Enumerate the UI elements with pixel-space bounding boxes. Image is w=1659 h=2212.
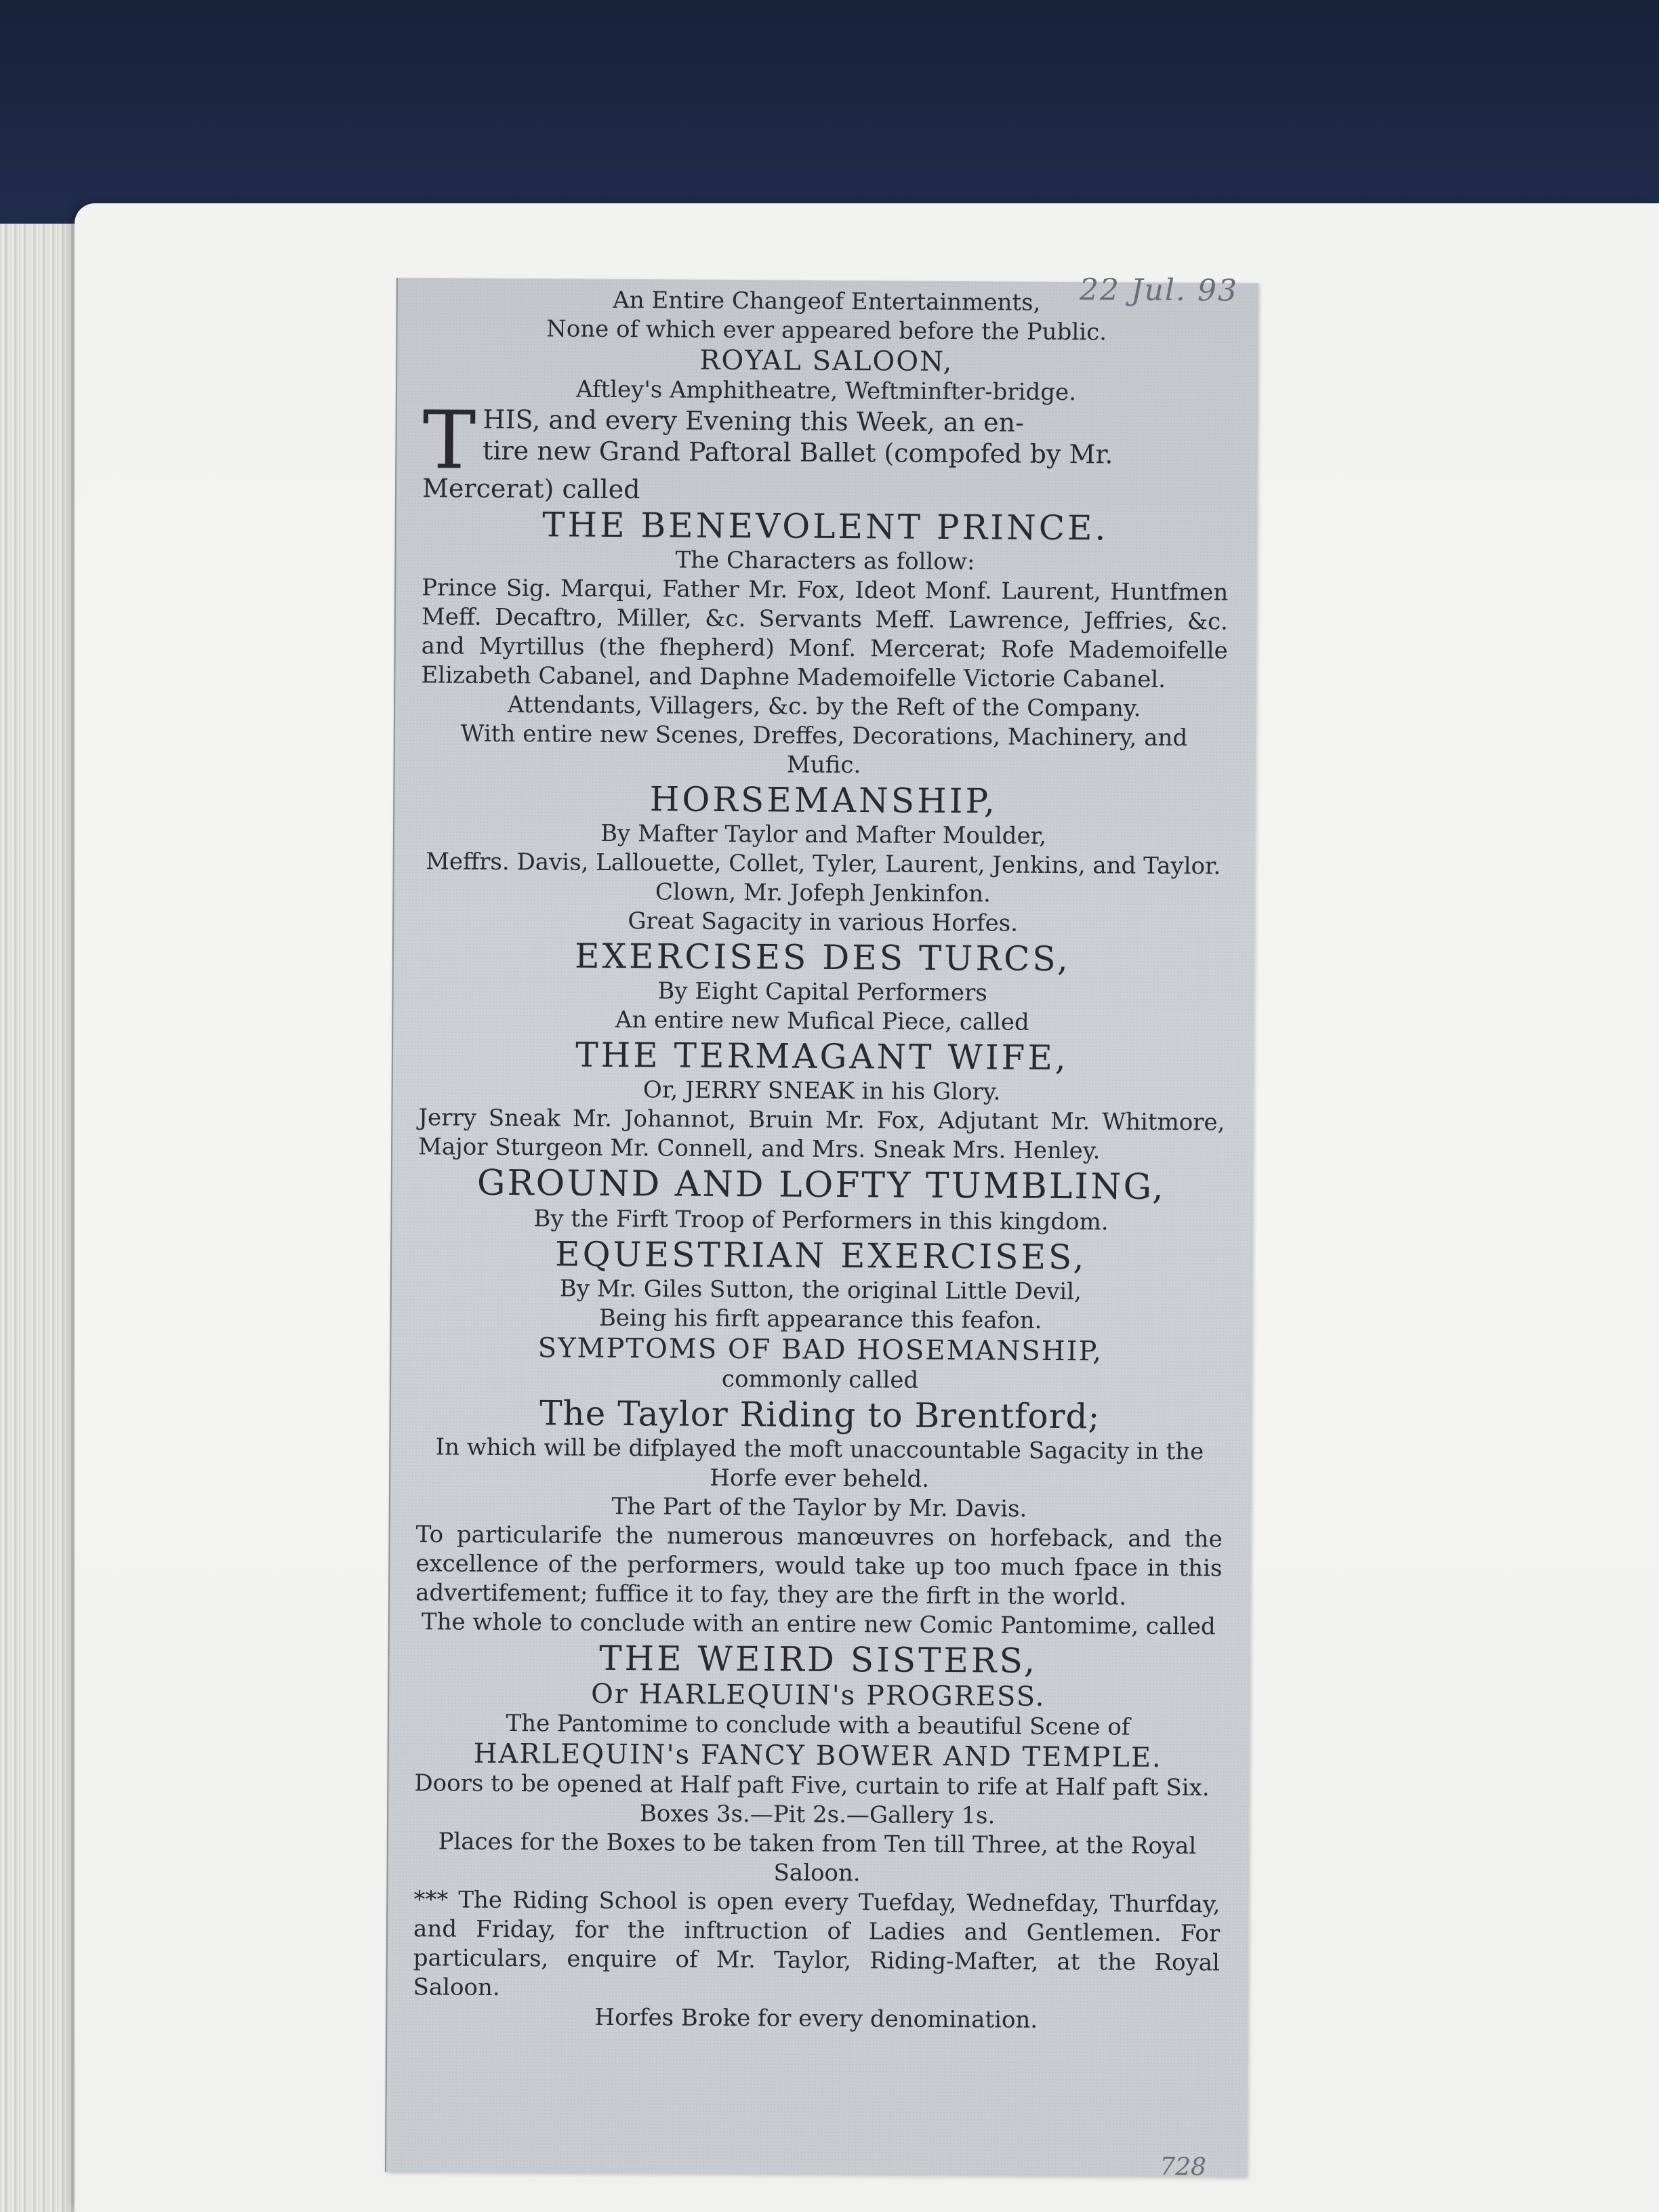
- turcs-line-2: An entire new Mufical Piece, called: [615, 1006, 1029, 1036]
- heading-benevolent-prince: THE BENEVOLENT PRINCE.: [541, 505, 1109, 548]
- line-royal-saloon: ROYAL SALOON,: [699, 344, 954, 378]
- intro-line-b: tire new Grand Paftoral Ballet (compofed by Mr.: [483, 435, 1113, 470]
- heading-symptoms: SYMPTOMS OF BAD HOSEMANSHIP,: [537, 1332, 1103, 1368]
- newspaper-clipping: [385, 272, 1258, 2182]
- heading-horsemanship: HORSEMANSHIP,: [649, 779, 998, 821]
- intro-paragraph: [422, 393, 1229, 508]
- sagacity-line: In which will be difplayed the moft unaccountable Sagacity in the Horfe ever beheld.: [435, 1433, 1204, 1493]
- heading-taylor-riding: The Taylor Riding to Brentford;: [539, 1393, 1101, 1437]
- line-none-appeared: None of which ever appeared before the Public.: [546, 315, 1107, 346]
- heading-tumbling: GROUND AND LOFTY TUMBLING,: [476, 1162, 1166, 1208]
- doors-line: Doors to be opened at Half paft Five, curtain to rife at Half paft Six.: [414, 1769, 1210, 1802]
- commonly-called: commonly called: [721, 1365, 919, 1394]
- intro-line-c: Mercerat) called: [422, 473, 640, 505]
- characters-list: Prince Sig. Marqui, Father Mr. Fox, Ideot Monf. Laurent, Huntfmen Meff. Decaftro, Miller, &c. Servants Meff. Lawrence, Jeffries, &c. and Myrtillus (the fhepherd) Monf. Mercerat; Rofe Mademoifelle Elizabeth Cabanel, and Daphne Mademoifelle Victorie Cabanel.: [421, 574, 1229, 693]
- line-astleys: Aftley's Amphitheatre, Weftminfter-bridge.: [575, 375, 1077, 407]
- equestrian-line-1: By Mr. Giles Sutton, the original Little Devil,: [559, 1275, 1082, 1306]
- intro-line-a: HIS, and every Evening this Week, an en-: [483, 404, 1025, 438]
- horsemanship-line-4: Great Sagacity in various Horfes.: [628, 907, 1019, 937]
- horses-broke-line: Horfes Broke for every denomination.: [594, 2003, 1038, 2034]
- tumbling-line: By the Firft Troop of Performers in this kingdom.: [533, 1205, 1109, 1236]
- equestrian-line-2: Being his firft appearance this feafon.: [598, 1304, 1042, 1334]
- horsemanship-line-2: Meffrs. Davis, Lallouette, Collet, Tyler, Laurent, Jenkins, and Taylor.: [426, 848, 1221, 880]
- heading-termagant-wife: THE TERMAGANT WIFE,: [575, 1035, 1069, 1078]
- heading-exercises-des-turcs: EXERCISES DES TURCS,: [574, 936, 1071, 979]
- advertisement-text: [413, 285, 1230, 2036]
- horsemanship-line-3: Clown, Mr. Jofeph Jenkinfon.: [655, 878, 991, 908]
- places-line: Places for the Boxes to be taken from Ten till Three, at the Royal Saloon.: [438, 1828, 1197, 1887]
- handwritten-date-annotation: 22 Jul. 93: [1079, 272, 1239, 308]
- scenes-line: With entire new Scenes, Dreffes, Decorations, Machinery, and Mufic.: [460, 720, 1188, 779]
- drop-cap: T: [422, 393, 476, 487]
- heading-equestrian-exercises: EQUESTRIAN EXERCISES,: [554, 1234, 1087, 1277]
- attendants-line: Attendants, Villagers, &c. by the Reft of the Company.: [507, 691, 1141, 722]
- particularise-paragraph: To particularife the numerous manœuvres on horfeback, and the excellence of the performers, would take up too much fpace in this advertifement; fuffice it to fay, they are the firft in the world.: [415, 1521, 1223, 1611]
- handwritten-page-number: 728: [1160, 2152, 1207, 2182]
- heading-weird-sisters: THE WEIRD SISTERS,: [599, 1638, 1038, 1681]
- whole-to-conclude: The whole to conclude with an entire new Comic Pantomime, called: [421, 1608, 1216, 1641]
- riding-school-paragraph: *** The Riding School is open every Tuefday, Wednefday, Thurfday, and Friday, for the inftruction of Ladies and Gentlemen. For particulars, enquire of Mr. Taylor, Riding-Mafter, at the Royal Saloon.: [413, 1886, 1221, 2001]
- horsemanship-line-1: By Mafter Taylor and Mafter Moulder,: [600, 819, 1047, 850]
- termagant-subtitle: Or, JERRY SNEAK in his Glory.: [642, 1076, 1001, 1106]
- harlequin-fancy-bower: HARLEQUIN's FANCY BOWER AND TEMPLE.: [473, 1738, 1162, 1774]
- turcs-line-1: By Eight Capital Performers: [657, 977, 987, 1007]
- line-entire-change: An Entire Changeof Entertainments,: [613, 286, 1041, 316]
- characters-heading: The Characters as follow:: [675, 546, 975, 576]
- prices-line: Boxes 3s.—Pit 2s.—Gallery 1s.: [639, 1800, 996, 1830]
- harlequin-progress: Or HARLEQUIN's PROGRESS.: [590, 1678, 1046, 1713]
- termagant-cast: Jerry Sneak Mr. Johannot, Bruin Mr. Fox, Adjutant Mr. Whitmore, Major Sturgeon Mr. Connell, and Mrs. Sneak Mrs. Henley.: [418, 1104, 1225, 1165]
- part-of-taylor: The Part of the Taylor by Mr. Davis.: [611, 1492, 1027, 1523]
- pantomime-conclude: The Pantomime to conclude with a beautiful Scene of: [506, 1710, 1130, 1741]
